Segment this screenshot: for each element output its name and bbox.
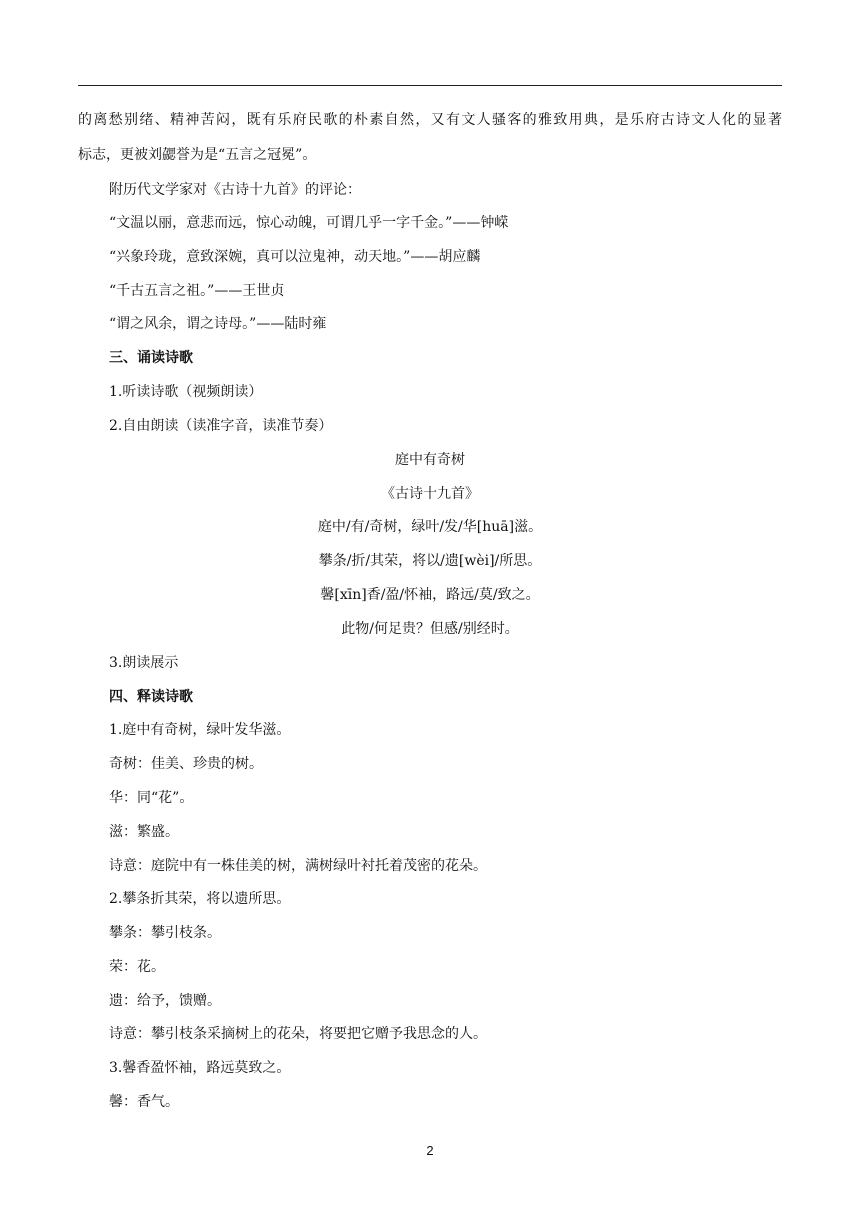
intro-line-1: 的离愁别绪、精神苦闷，既有乐府民歌的朴素自然，又有文人骚客的雅致用典，是乐府古诗文人化的显著 bbox=[78, 112, 782, 128]
list-item: 1.听读诗歌（视频朗读） bbox=[109, 384, 263, 400]
interpretation-line: 1.庭中有奇树，绿叶发华滋。 bbox=[109, 722, 291, 738]
interpretation-line: 3.馨香盈怀袖，路远莫致之。 bbox=[109, 1060, 291, 1076]
interpretation-line: 遗：给予，馈赠。 bbox=[109, 993, 221, 1009]
intro-line-2: 标志，更被刘勰誉为是“五言之冠冕”。 bbox=[78, 147, 317, 163]
interpretation-line: 2.攀条折其荣，将以遗所思。 bbox=[109, 891, 291, 907]
poem-source: 《古诗十九首》 bbox=[381, 486, 479, 502]
list-item: 3.朗读展示 bbox=[109, 655, 179, 671]
poem-line: 攀条/折/其荣，将以/遗[wèi]/所思。 bbox=[318, 553, 542, 569]
interpretation-line: 诗意：攀引枝条采摘树上的花朵，将要把它赠予我思念的人。 bbox=[109, 1026, 487, 1042]
interpretation-line: 攀条：攀引枝条。 bbox=[109, 925, 221, 941]
poem-line: 庭中/有/奇树，绿叶/发/华[huā]滋。 bbox=[317, 519, 543, 535]
header-rule bbox=[78, 85, 782, 86]
interpretation-line: 馨：香气。 bbox=[109, 1094, 179, 1110]
poem-title: 庭中有奇树 bbox=[395, 452, 465, 468]
review-quote: “兴象玲珑，意致深婉，真可以泣鬼神，动天地。”——胡应麟 bbox=[109, 249, 481, 265]
section-heading-interpret: 四、释读诗歌 bbox=[109, 689, 193, 705]
interpretation-line: 诗意：庭院中有一株佳美的树，满树绿叶衬托着茂密的花朵。 bbox=[109, 858, 487, 874]
review-quote: “谓之风余，谓之诗母。”——陆时雍 bbox=[109, 316, 327, 332]
poem-line: 馨[xīn]香/盈/怀袖，路远/莫/致之。 bbox=[320, 587, 540, 603]
interpretation-line: 华：同“花”。 bbox=[109, 790, 194, 806]
review-quote: “千古五言之祖。”——王世贞 bbox=[109, 283, 285, 299]
interpretation-line: 奇树：佳美、珍贵的树。 bbox=[109, 756, 263, 772]
reviews-lead: 附历代文学家对《古诗十九首》的评论： bbox=[109, 182, 361, 198]
poem-line: 此物/何足贵？但感/别经时。 bbox=[341, 621, 519, 637]
section-heading-recite: 三、诵读诗歌 bbox=[109, 350, 193, 366]
list-item: 2.自由朗读（读准字音，读准节奏） bbox=[109, 418, 333, 434]
page-number: 2 bbox=[426, 1143, 434, 1158]
interpretation-line: 滋：繁盛。 bbox=[109, 824, 179, 840]
interpretation-line: 荣：花。 bbox=[109, 959, 165, 975]
review-quote: “文温以丽，意悲而远，惊心动魄，可谓几乎一字千金。”——钟嵘 bbox=[109, 215, 509, 231]
